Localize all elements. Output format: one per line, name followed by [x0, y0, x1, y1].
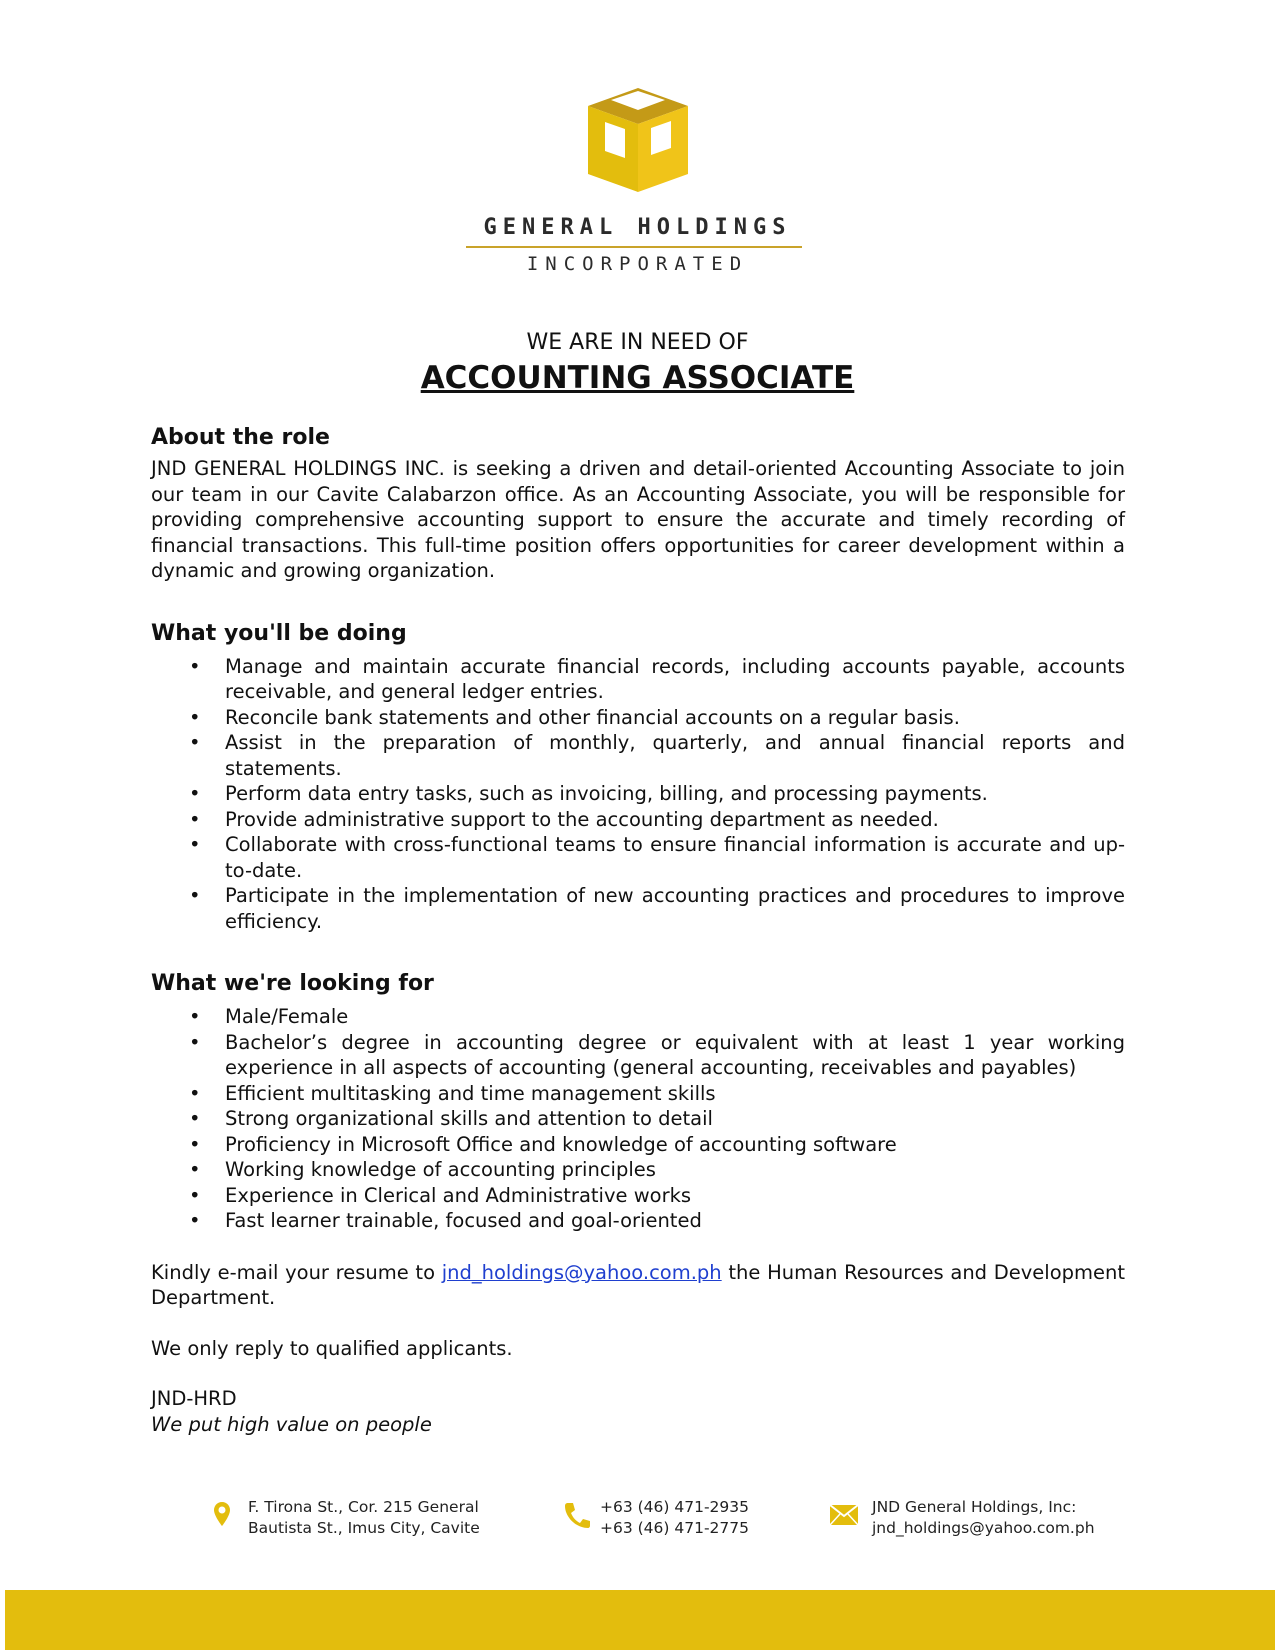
bullet-icon: • — [189, 1209, 201, 1232]
job-posting-body — [151, 424, 1125, 1437]
footer-accent-bar — [5, 1590, 1275, 1650]
requirements-list — [151, 1004, 1125, 1234]
location-pin-icon — [213, 1501, 231, 1527]
bullet-icon: • — [189, 1030, 201, 1054]
tagline: We put high value on people — [151, 1412, 432, 1436]
headline-intro: WE ARE IN NEED OF — [526, 330, 749, 355]
requirements-heading: What we're looking for — [151, 971, 434, 996]
list-item: • Proficiency in Microsoft Office and knowledge of accounting software — [189, 1132, 897, 1156]
list-item: • Bachelor’s degree in accounting degree or equivalent with at least 1 year working experience in all aspects of accounting (general accounting, receivables and payables) — [189, 1030, 1125, 1079]
list-item: • Efficient multitasking and time management skills — [189, 1081, 716, 1105]
signature: JND-HRD — [151, 1387, 237, 1410]
bullet-icon: • — [189, 705, 201, 729]
bullet-icon: • — [189, 782, 201, 805]
contact-footer: F. Tirona St., Cor. 215 General Bautista St., Imus City, Cavite +63 (46) 471-2935 +63 (46) 471-2775 JND General Holdings, Inc: jnd_holdings@yahoo.com.ph — [0, 1497, 1275, 1547]
bullet-icon: • — [189, 1132, 201, 1156]
bullet-icon: • — [189, 1158, 201, 1181]
list-item: • Assist in the preparation of monthly, quarterly, and annual financial reports and statements. — [189, 731, 1125, 780]
company-name-suffix: INCORPORATED — [526, 253, 749, 275]
requirements-section — [151, 970, 1125, 1234]
job-title: ACCOUNTING ASSOCIATE — [420, 360, 855, 396]
application-instructions: Kindly e-mail your resume to jnd_holdings@yahoo.com.ph the Human Resources and Development Department. — [151, 1260, 1126, 1309]
email-link[interactable]: jnd_holdings@yahoo.com.ph — [441, 1260, 722, 1284]
about-section — [151, 424, 1125, 584]
jnd-logo-mark — [583, 88, 693, 196]
list-item: • Strong organizational skills and attention to detail — [189, 1107, 713, 1130]
bullet-icon: • — [189, 884, 201, 907]
bullet-icon: • — [189, 731, 201, 754]
duties-heading: What you'll be doing — [151, 620, 407, 646]
bullet-icon: • — [189, 654, 201, 678]
logo-divider — [466, 246, 802, 248]
bullet-icon: • — [189, 1081, 201, 1105]
list-item: • Perform data entry tasks, such as invoicing, billing, and processing payments. — [189, 782, 988, 805]
about-heading: About the role — [151, 425, 330, 450]
duties-list — [151, 654, 1125, 935]
bullet-icon: • — [189, 1107, 201, 1130]
bullet-icon: • — [189, 1183, 201, 1207]
list-item: • Collaborate with cross-functional teams to ensure financial information is accurate and up-to-date. — [189, 833, 1125, 882]
bullet-icon: • — [189, 1005, 201, 1028]
list-item: • Working knowledge of accounting principles — [189, 1158, 656, 1181]
list-item: • Fast learner trainable, focused and goal-oriented — [189, 1209, 702, 1232]
envelope-icon — [829, 1504, 859, 1526]
company-name: GENERAL HOLDINGS — [483, 215, 792, 240]
reply-note: We only reply to qualified applicants. — [151, 1336, 513, 1360]
bullet-icon: • — [189, 807, 201, 831]
list-item: • Participate in the implementation of new accounting practices and procedures to improve efficiency. — [189, 884, 1125, 933]
phone-icon — [563, 1501, 591, 1529]
company-logo — [0, 88, 1275, 196]
list-item: • Provide administrative support to the accounting department as needed. — [189, 807, 939, 831]
list-item: • Male/Female — [189, 1005, 349, 1028]
list-item: • Reconcile bank statements and other financial accounts on a regular basis. — [189, 705, 960, 729]
bullet-icon: • — [189, 833, 201, 856]
about-body: JND GENERAL HOLDINGS INC. is seeking a driven and detail-oriented Accounting Associate to join our team in our Cavite Calabarzon office. As an Accounting Associate, you will be responsible for providing comprehensive accounting support to ensure the accurate and timely recording of financial transactions. This full-time position offers opportunities for career development within a dynamic and growing organization. — [151, 457, 1125, 582]
list-item: • Manage and maintain accurate financial records, including accounts payable, accounts receivable, and general ledger entries. — [189, 654, 1125, 703]
duties-section — [151, 620, 1125, 935]
list-item: • Experience in Clerical and Administrative works — [189, 1183, 692, 1207]
